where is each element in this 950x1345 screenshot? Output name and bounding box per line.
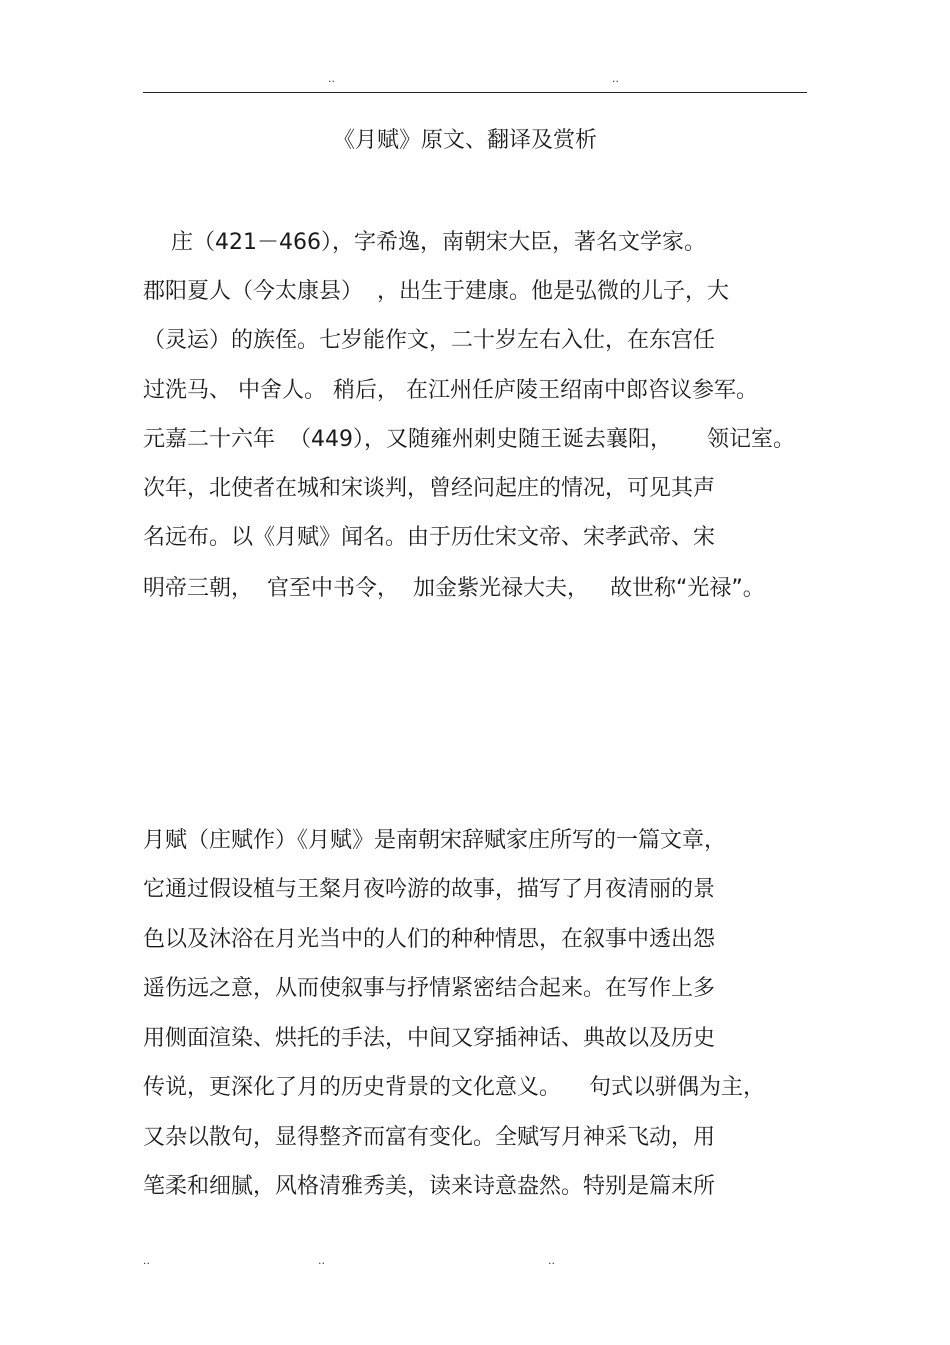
text-line: 色以及沐浴在月光当中的人们的种种情思，在叙事中透出怨: [143, 927, 716, 952]
header-mark-right: ..: [612, 72, 619, 85]
text-line: 过洗马、 中舍人。 稍后， 在江州任庐陵王绍南中郎咨议参军。: [143, 378, 758, 403]
footer-mark-right: ..: [548, 1254, 555, 1267]
text-line: 庄（421－466），字希逸，南朝宋大臣，著名文学家。: [143, 230, 706, 255]
header-mark-left: ..: [328, 72, 335, 85]
text-line: 次年，北使者在城和宋谈判，曾经问起庄的情况，可见其声: [143, 476, 716, 501]
header-rule: [143, 92, 807, 93]
text-line: 名远布。以《月赋》闻名。由于历仕宋文帝、宋孝武帝、宋: [143, 525, 716, 550]
footer-mark-left: ..: [143, 1254, 150, 1267]
document-title: 《月赋》原文、翻译及赏析: [332, 128, 597, 153]
footer-mark-center: ..: [318, 1254, 325, 1267]
text-line: 遥伤远之意，从而使叙事与抒情紧密结合起来。在写作上多: [143, 976, 716, 1001]
text-line: 笔柔和细腻，风格清雅秀美，读来诗意盎然。特别是篇末所: [143, 1174, 716, 1199]
text-line: 元嘉二十六年 （449），又随雍州刺史随王诞去襄阳， 领记室。: [143, 427, 795, 452]
text-line: （灵运）的族侄。七岁能作文，二十岁左右入仕，在东宫任: [143, 328, 716, 353]
text-line: 用侧面渲染、烘托的手法，中间又穿插神话、典故以及历史: [143, 1026, 716, 1051]
text-line: 郡阳夏人（今太康县） ，出生于建康。他是弘微的儿子，大: [143, 279, 729, 304]
text-line: 明帝三朝， 官至中书令， 加金紫光禄大夫， 故世称“光禄”。: [143, 576, 765, 601]
text-line: 月赋（庄赋作）《月赋》是南朝宋辞赋家庄所写的一篇文章，: [143, 828, 727, 853]
text-line: 传说，更深化了月的历史背景的文化意义。 句式以骈偶为主，: [143, 1075, 765, 1100]
text-line: 又杂以散句，显得整齐而富有变化。全赋写月神采飞动，用: [143, 1125, 716, 1150]
text-line: 它通过假设植与王粲月夜吟游的故事，描写了月夜清丽的景: [143, 877, 716, 902]
